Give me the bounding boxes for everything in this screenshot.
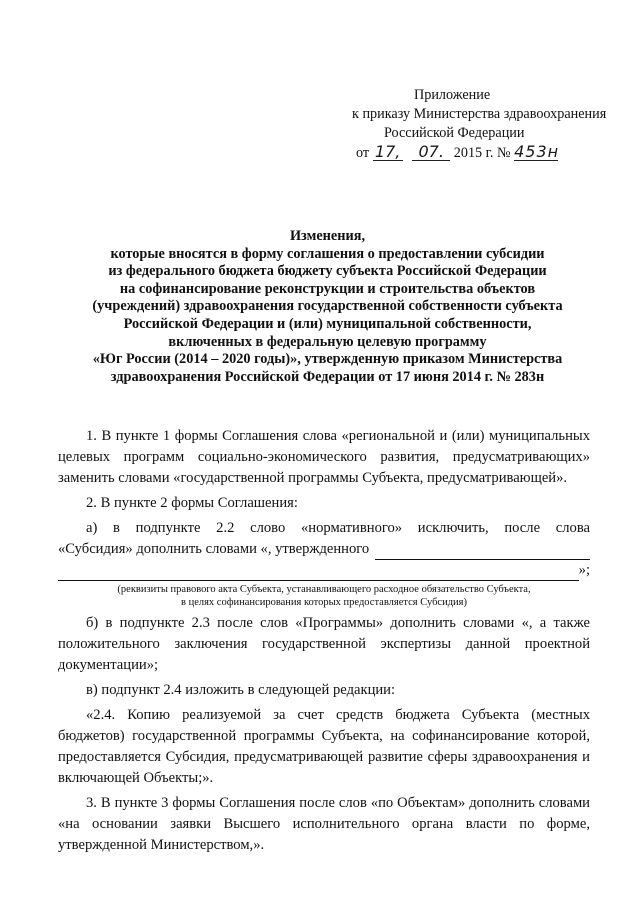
document-title [40, 228, 615, 386]
title-line: из федерального бюджета бюджету субъекта Российской Федерации [108, 263, 547, 280]
paragraph-3-line3 [58, 560, 590, 581]
handwritten-day: 17, [373, 144, 403, 161]
blank-fill-line [58, 564, 579, 581]
paragraph-4: б) в подпункте 2.3 после слов «Программы» дополнить словами «, а также положительного заключения государственной экспертизы данной проектной документации»; [58, 615, 590, 673]
paragraph-3-line2 [58, 539, 590, 560]
handwritten-month: 07. [412, 144, 450, 161]
title-heading: Изменения, [289, 228, 366, 244]
title-line: (учреждений) здравоохранения государственной собственности субъекта [92, 298, 563, 315]
paragraph-6: «2.4. Копию реализуемой за счет средств бюджета Субъекта (местных бюджетов) государственной программы Субъекта, на софинансирование которой, предоставляется Субсидия, предусматривающей развитие сферы здравоохранения и включающей Объекты;». [58, 707, 590, 786]
title-line: «Юг России (2014 – 2020 годы)», утвержденную приказом Министерства [92, 351, 563, 368]
title-line: на софинансирование реконструкции и строительства объектов [119, 280, 536, 297]
appendix-title: Приложение [414, 87, 491, 103]
paragraph-3-end: »; [578, 562, 590, 578]
note-line-1: (реквизиты правового акта Субъекта, устанавливающего расходное обязательство Субъекта, [117, 584, 531, 595]
handwritten-order-number: 453н [514, 142, 560, 161]
note-line-2: в целях софинансирования которых предоставляется Субсидия) [181, 597, 467, 608]
title-line: Российской Федерации и (или) муниципальной собственности, [123, 315, 532, 332]
footnote-requisites [58, 583, 590, 609]
blank-fill-line [375, 543, 590, 560]
paragraph-3-line1 [58, 518, 590, 539]
appendix-block [352, 86, 622, 163]
paragraph-1: 1. В пункте 1 формы Соглашения слова «региональной и (или) муниципальных целевых программ социально-экономического развития, предусматривающих» заменить словами «государственной программы Субъекта, предусматривающей». [58, 428, 590, 486]
title-line: здравоохранения Российской Федерации от 17 июня 2014 г. № 283н [110, 368, 545, 385]
document-body [58, 426, 590, 856]
title-line: включенных в федеральную целевую программу [168, 333, 487, 350]
appendix-federation: Российской Федерации [384, 125, 525, 141]
date-year: 2015 г. № [453, 145, 511, 161]
title-line: которые вносятся в форму соглашения о предоставлении субсидии [110, 245, 545, 262]
paragraph-3b-text: «Субсидия» дополнить словами «, утвержденного [58, 541, 370, 557]
paragraph-5: в) подпункт 2.4 изложить в следующей редакции: [86, 682, 396, 698]
date-prefix: от [356, 145, 370, 161]
paragraph-2: 2. В пункте 2 формы Соглашения: [86, 495, 298, 511]
appendix-date-line [352, 144, 622, 163]
paragraph-3a-text: а) в подпункте 2.2 слово «нормативного» исключить, после слова [86, 520, 590, 536]
paragraph-7: 3. В пункте 3 формы Соглашения после слов «по Объектам» дополнить словами «на основании заявки Высшего исполнительного органа власти по форме, утвержденной Министерством,». [58, 795, 590, 853]
appendix-order-ref: к приказу Министерства здравоохранения [352, 106, 607, 122]
